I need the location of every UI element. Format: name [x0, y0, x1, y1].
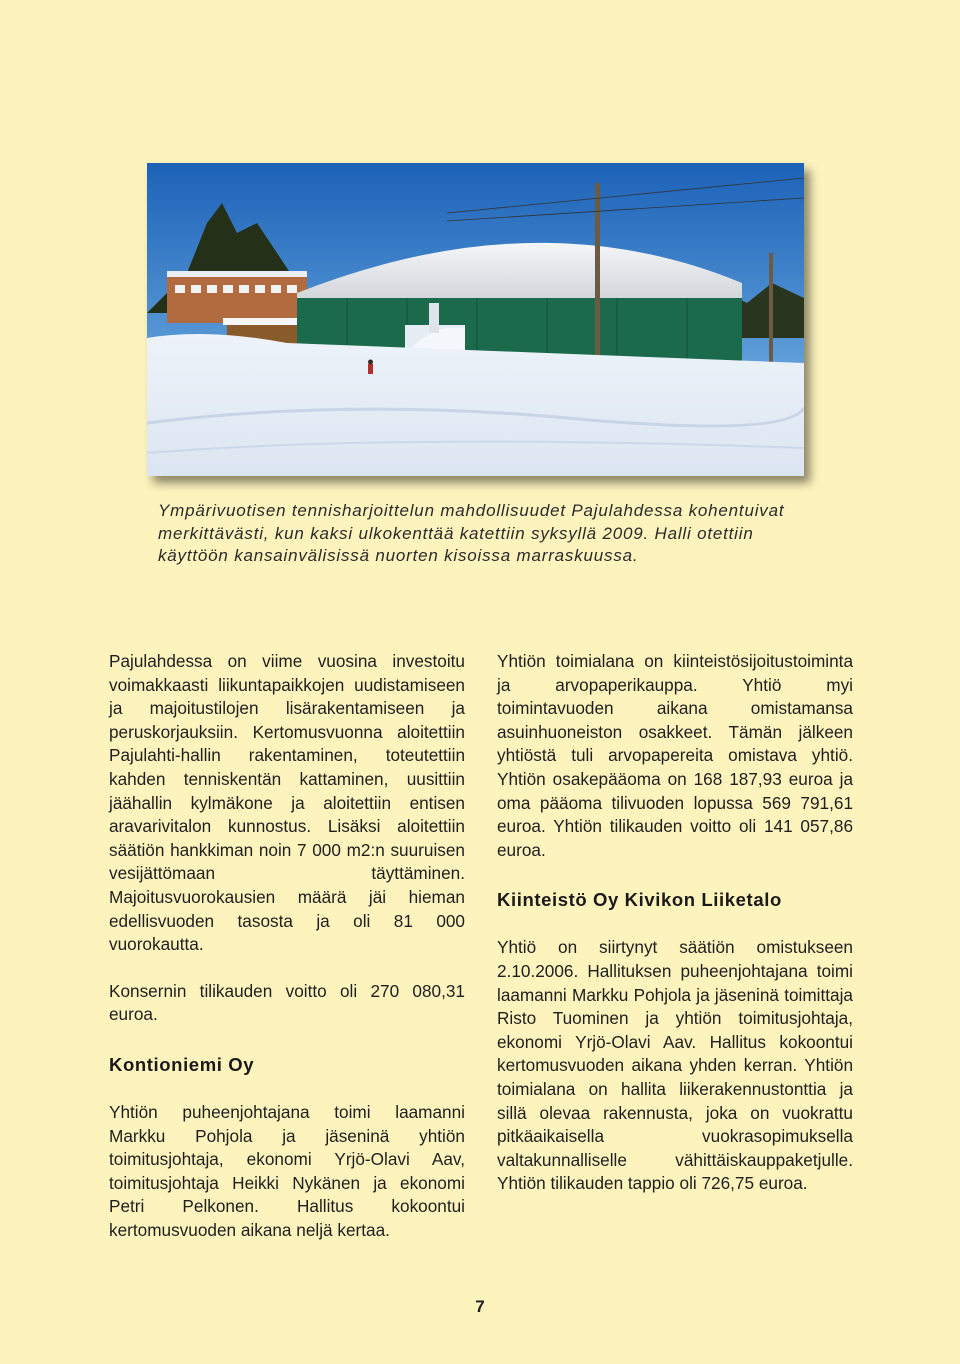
kontioniemi-heading: Kontioniemi Oy	[109, 1053, 255, 1075]
company-business-paragraph: Yhtiön toimialana on kiinteistösijoitustoiminta ja arvopaperikauppa. Yhtiö myi toimintavuoden aikana omistamansa asuinhuoneiston osakkeet. Tämän jälkeen yhtiöstä tuli arvopapereita omistava yhtiö. Yhtiön osakepääoma on 168 187,93 euroa ja oma pääoma tilivuoden lopussa 569 791,61 euroa. Yhtiön tilikauden voitto oli 141 057,86 euroa.	[497, 651, 853, 860]
kivikon-liiketalo-paragraph: Yhtiö on siirtynyt säätiön omistukseen 2.10.2006. Hallituksen puheenjohtajana toimi laamanni Markku Pohjola ja jäseninä toimittaja Risto Tuominen ja yhtiön toimitusjohtaja, ekonomi Yrjö-Olavi Aav. Hallitus kokoontui kertomusvuoden aikana yhden kerran. Yhtiön toimialana on hallita liikerakennustonttia ja sillä olevaa rakennusta, joka on vuokrattu pitkäaikaisella vuokrasopimuksella valtakunnalliselle vähittäiskauppaketjulle. Yhtiön tilikauden tappio oli 726,75 euroa.	[497, 937, 853, 1194]
right-column	[497, 650, 853, 1196]
investment-paragraph: Pajulahdessa on viime vuosina investoitu voimakkaasti liikuntapaikkojen uudistamiseen ja majoitustilojen lisärakentamiseen ja peruskorjauksiin. Kertomusvuonna aloitettiin Pajulahti-hallin rakentaminen, toteutettiin kahden tenniskentän kattaminen, uusittiin jäähallin kylmäkone ja aloitettiin entisen aravarivitalon kunnostus. Lisäksi aloitettiin säätiön hankkiman noin 7 000 m2:n suuruisen vesijättömaan täyttäminen. Majoitusvuorokausien määrä jäi hieman edellisvuoden tasosta ja oli 81 000 vuorokautta.	[109, 651, 465, 955]
group-profit-paragraph: Konsernin tilikauden voitto oli 270 080,31 euroa.	[109, 980, 465, 1025]
page-number: 7	[475, 1297, 485, 1316]
tennis-hall-photo	[147, 163, 804, 476]
kontioniemi-paragraph: Yhtiön puheenjohtajana toimi laamanni Markku Pohjola ja jäseninä yhtiön toimitusjohtaja, ekonomi Yrjö-Olavi Aav, toimitusjohtaja Heikki Nykänen ja ekonomi Petri Pelkonen. Hallitus kokoontui kertomusvuoden aikana neljä kertaa.	[109, 1101, 465, 1240]
photo-caption: Ympärivuotisen tennisharjoittelun mahdollisuudet Pajulahdessa kohentuivat merkittävästi, kun kaksi ulkokenttää katettiin syksyllä 2009. Halli otettiin käyttöön kansainvälisissä nuorten kisoissa marraskuussa.	[158, 501, 785, 565]
left-column	[109, 650, 465, 1242]
kivikon-liiketalo-heading: Kiinteistö Oy Kivikon Liiketalo	[497, 889, 782, 911]
